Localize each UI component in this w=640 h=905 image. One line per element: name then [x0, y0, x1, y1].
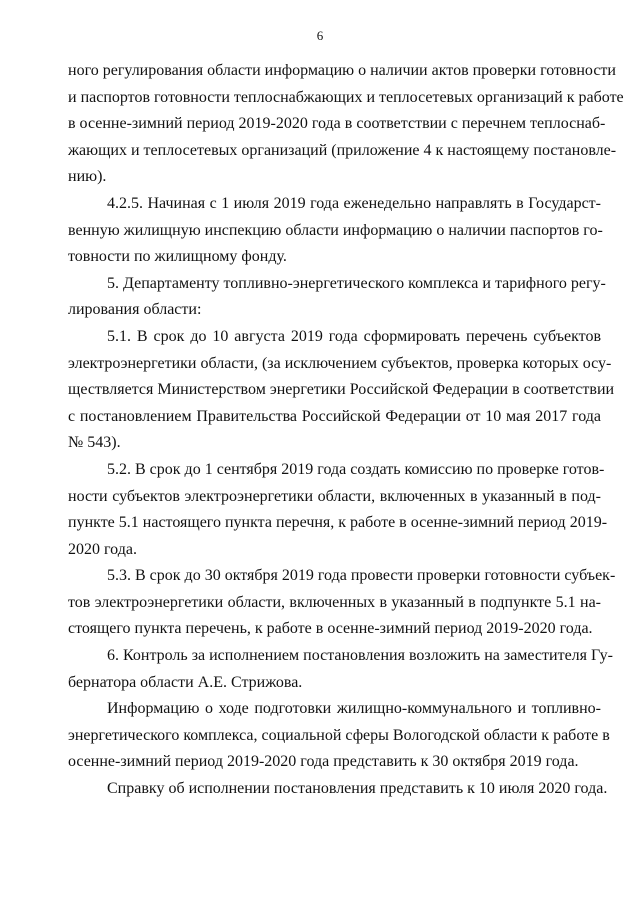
text-line: тов электроэнергетики области, включенных в указанный в подпункте 5.1 на- [68, 593, 601, 611]
text-line: 2020 года. [68, 540, 137, 558]
text-line: нию). [68, 168, 107, 186]
text-line: 4.2.5. Начиная с 1 июля 2019 года еженедельно направлять в Государст- [107, 194, 601, 212]
paragraph-continuation [68, 58, 624, 191]
text-line: Информацию о ходе подготовки жилищно-коммунального и топливно- [107, 700, 601, 718]
text-line: осенне-зимний период 2019-2020 года представить к 30 октября 2019 года. [68, 753, 579, 771]
text-line: ности субъектов электроэнергетики области, включенных в указанный в под- [68, 487, 601, 505]
paragraph-5-1 [68, 324, 615, 457]
text-line: с постановлением Правительства Российской Федерации от 10 мая 2017 года [68, 407, 601, 425]
paragraph-report-deadline [68, 776, 608, 803]
text-line: 6. Контроль за исполнением постановления возложить на заместителя Гу- [107, 647, 613, 665]
text-line: товности по жилищному фонду. [68, 248, 287, 266]
text-line: 5.1. В срок до 10 августа 2019 года сформировать перечень субъектов [107, 327, 601, 345]
text-line: ного регулирования области информацию о наличии актов проверки готовности [68, 62, 616, 79]
text-line: пункте 5.1 настоящего пункта перечня, к работе в осенне-зимний период 2019- [68, 514, 608, 532]
text-line: энергетического комплекса, социальной сферы Вологодской области к работе в [68, 726, 610, 744]
paragraph-6 [68, 643, 613, 696]
text-line: бернатора области А.Е. Стрижова. [68, 673, 303, 691]
text-line: стоящего пункта перечень, к работе в осенне-зимний период 2019-2020 года. [68, 620, 593, 638]
page-number: 6 [316, 28, 324, 43]
paragraph-5-3 [68, 563, 616, 643]
paragraph-report-info [68, 696, 610, 776]
text-line: жающих и теплосетевых организаций (приложение 4 к настоящему постановле- [68, 141, 617, 159]
text-line: ществляется Министерством энергетики Российской Федерации в соответствии [68, 381, 615, 399]
text-line: и паспортов готовности теплоснабжающих и теплосетевых организаций к работе [68, 88, 624, 106]
text-line: лирования области: [68, 301, 202, 319]
text-line: электроэнергетики области, (за исключением субъектов, проверка которых осу- [68, 354, 612, 372]
text-line: № 543). [68, 434, 121, 452]
text-line: 5.3. В срок до 30 октября 2019 года провести проверки готовности субъек- [107, 567, 616, 585]
text-line: 5.2. В срок до 1 сентября 2019 года создать комиссию по проверке готов- [107, 460, 605, 478]
paragraph-4-2-5 [68, 191, 601, 271]
paragraph-5-2 [68, 457, 608, 563]
text-line: в осенне-зимний период 2019-2020 года в соответствии с перечнем теплоснаб- [68, 115, 606, 133]
text-line: Справку об исполнении постановления представить к 10 июля 2020 года. [107, 780, 608, 798]
text-line: венную жилищную инспекцию области информацию о наличии паспортов го- [68, 221, 603, 239]
text-line: 5. Департаменту топливно-энергетического комплекса и тарифного регу- [107, 274, 606, 292]
document-body [68, 58, 624, 803]
paragraph-5 [68, 271, 606, 324]
